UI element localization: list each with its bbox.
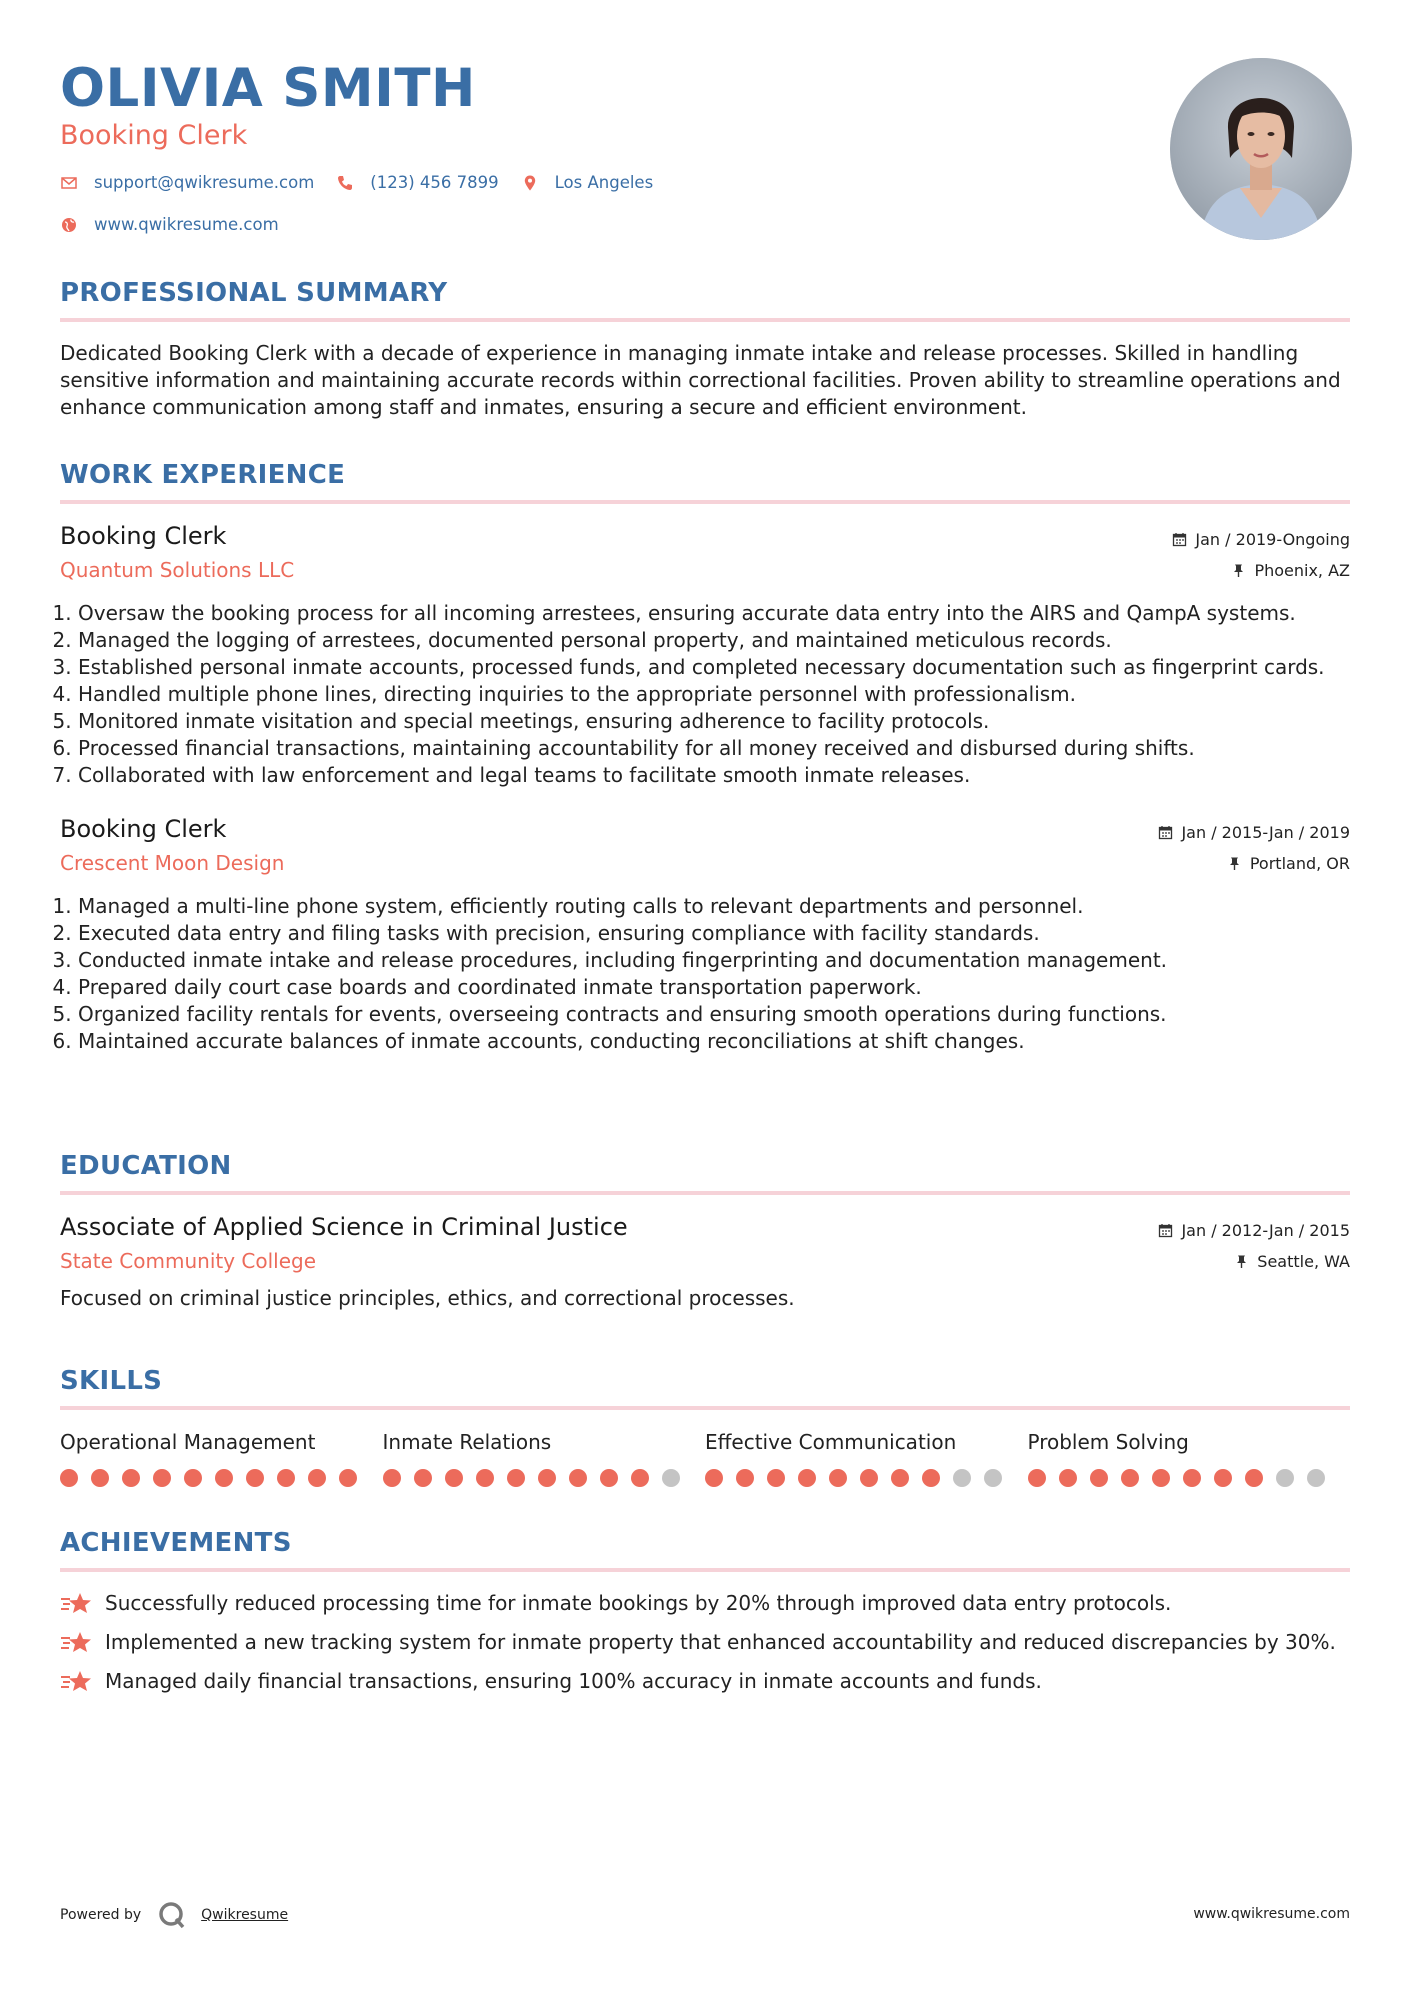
rating-dot-filled xyxy=(631,1469,649,1487)
rating-dot-filled xyxy=(153,1469,171,1487)
job-duties xyxy=(60,600,1350,789)
rating-dot-filled xyxy=(1090,1469,1108,1487)
education-dates-text: Jan / 2012-Jan / 2015 xyxy=(1181,1221,1350,1240)
star-icon xyxy=(60,1629,93,1656)
skills-list xyxy=(60,1430,1350,1487)
experience-heading: WORK EXPERIENCE xyxy=(60,460,346,490)
job-title: Booking Clerk xyxy=(60,815,227,843)
skill-name: Problem Solving xyxy=(1027,1430,1189,1454)
achievement-text: Successfully reduced processing time for inmate bookings by 20% through improved data entry protocols. xyxy=(105,1591,1172,1615)
rating-dot-filled xyxy=(215,1469,233,1487)
duty-item: 4. Prepared daily court case boards and coordinated inmate transportation paperwork. xyxy=(78,974,1350,1001)
rating-dot-empty xyxy=(1307,1469,1325,1487)
section-divider xyxy=(60,1568,1350,1572)
job-company: Quantum Solutions LLC xyxy=(60,558,295,582)
rating-dot-filled xyxy=(184,1469,202,1487)
rating-dot-filled xyxy=(767,1469,785,1487)
duty-item: 1. Managed a multi-line phone system, efficiently routing calls to relevant departments and personnel. xyxy=(78,893,1350,920)
rating-dot-filled xyxy=(736,1469,754,1487)
contact-location xyxy=(521,173,654,192)
rating-dot-filled xyxy=(414,1469,432,1487)
job-location-text: Portland, OR xyxy=(1249,854,1350,873)
skill-rating xyxy=(383,1469,706,1487)
rating-dot-filled xyxy=(891,1469,909,1487)
section-divider xyxy=(60,1406,1350,1410)
job-entry xyxy=(60,815,1350,1055)
duty-item: 5. Monitored inmate visitation and special meetings, ensuring adherence to facility protocols. xyxy=(78,708,1350,735)
skill-rating xyxy=(705,1469,1028,1487)
rating-dot-filled xyxy=(122,1469,140,1487)
duty-item: 7. Collaborated with law enforcement and legal teams to facilitate smooth inmate releases. xyxy=(78,762,1350,789)
resume-page xyxy=(60,0,1350,1990)
rating-dot-filled xyxy=(383,1469,401,1487)
contact-email[interactable] xyxy=(60,173,314,192)
degree-title: Associate of Applied Science in Criminal Justice xyxy=(60,1213,628,1241)
job-location xyxy=(1227,854,1350,873)
pushpin-icon xyxy=(1234,1254,1249,1269)
contact-row-website xyxy=(60,215,301,234)
skill-name: Inmate Relations xyxy=(382,1430,552,1454)
rating-dot-filled xyxy=(507,1469,525,1487)
rating-dot-filled xyxy=(1183,1469,1201,1487)
rating-dot-filled xyxy=(1245,1469,1263,1487)
job-entry xyxy=(60,522,1350,789)
job-dates xyxy=(1172,530,1350,549)
pushpin-icon xyxy=(1231,563,1246,578)
achievement-item xyxy=(60,1629,1350,1656)
achievements-list xyxy=(60,1590,1350,1695)
rating-dot-filled xyxy=(1121,1469,1139,1487)
rating-dot-empty xyxy=(953,1469,971,1487)
skills-heading: SKILLS xyxy=(60,1366,163,1396)
job-header xyxy=(60,522,1350,590)
globe-icon xyxy=(60,216,78,234)
rating-dot-filled xyxy=(60,1469,78,1487)
achievement-item xyxy=(60,1668,1350,1695)
calendar-icon xyxy=(1158,825,1173,840)
education-location-text: Seattle, WA xyxy=(1257,1252,1350,1271)
rating-dot-filled xyxy=(860,1469,878,1487)
skill-rating xyxy=(1028,1469,1351,1487)
duty-item: 3. Conducted inmate intake and release procedures, including fingerprinting and documentation management. xyxy=(78,947,1350,974)
rating-dot-empty xyxy=(662,1469,680,1487)
rating-dot-filled xyxy=(476,1469,494,1487)
profile-photo xyxy=(1170,58,1352,240)
summary-heading: PROFESSIONAL SUMMARY xyxy=(60,278,448,308)
rating-dot-empty xyxy=(1276,1469,1294,1487)
job-dates xyxy=(1158,823,1350,842)
portrait-image xyxy=(1170,58,1352,240)
job-duties xyxy=(60,893,1350,1055)
rating-dot-filled xyxy=(538,1469,556,1487)
rating-dot-empty xyxy=(984,1469,1002,1487)
qwikresume-logo-icon xyxy=(157,1900,187,1930)
rating-dot-filled xyxy=(339,1469,357,1487)
website-text: www.qwikresume.com xyxy=(94,215,279,234)
job-dates-text: Jan / 2019-Ongoing xyxy=(1195,530,1350,549)
duty-item: 1. Oversaw the booking process for all incoming arrestees, ensuring accurate data entry into the AIRS and QampA systems. xyxy=(78,600,1350,627)
rating-dot-filled xyxy=(705,1469,723,1487)
contact-phone[interactable] xyxy=(336,173,498,192)
rating-dot-filled xyxy=(246,1469,264,1487)
duty-item: 5. Organized facility rentals for events, overseeing contracts and ensuring smooth operations during functions. xyxy=(78,1001,1350,1028)
skill-item xyxy=(705,1430,1028,1487)
achievement-text: Implemented a new tracking system for inmate property that enhanced accountability and reduced discrepancies by 30%. xyxy=(105,1630,1336,1654)
duty-item: 2. Executed data entry and filing tasks with precision, ensuring compliance with facility standards. xyxy=(78,920,1350,947)
job-dates-text: Jan / 2015-Jan / 2019 xyxy=(1181,823,1350,842)
footer-powered-by xyxy=(60,1900,288,1930)
duty-item: 3. Established personal inmate accounts, processed funds, and completed necessary documentation such as fingerprint cards. xyxy=(78,654,1350,681)
school-name: State Community College xyxy=(60,1249,317,1273)
job-title: Booking Clerk xyxy=(60,522,227,550)
achievement-item xyxy=(60,1590,1350,1617)
location-text: Los Angeles xyxy=(554,173,654,192)
job-header xyxy=(60,815,1350,883)
star-icon xyxy=(60,1590,93,1617)
job-company: Crescent Moon Design xyxy=(60,851,285,875)
contact-website[interactable] xyxy=(60,215,279,234)
map-pin-icon xyxy=(521,174,539,192)
skill-item xyxy=(60,1430,383,1487)
education-description: Focused on criminal justice principles, ethics, and correctional processes. xyxy=(60,1286,795,1310)
rating-dot-filled xyxy=(829,1469,847,1487)
rating-dot-filled xyxy=(308,1469,326,1487)
rating-dot-filled xyxy=(1028,1469,1046,1487)
education-heading: EDUCATION xyxy=(60,1151,232,1181)
skills-section xyxy=(60,1366,1350,1487)
envelope-icon xyxy=(60,174,78,192)
skill-rating xyxy=(60,1469,383,1487)
section-divider xyxy=(60,318,1350,322)
rating-dot-filled xyxy=(1152,1469,1170,1487)
education-location xyxy=(1234,1252,1350,1271)
rating-dot-filled xyxy=(1059,1469,1077,1487)
job-location-text: Phoenix, AZ xyxy=(1254,561,1350,580)
achievements-section xyxy=(60,1528,1350,1707)
job-location xyxy=(1231,561,1350,580)
calendar-icon xyxy=(1172,532,1187,547)
rating-dot-filled xyxy=(922,1469,940,1487)
footer-url[interactable]: www.qwikresume.com xyxy=(1193,1906,1350,1922)
education-header xyxy=(60,1213,1350,1281)
achievements-heading: ACHIEVEMENTS xyxy=(60,1528,292,1558)
phone-icon xyxy=(336,174,354,192)
duty-item: 6. Processed financial transactions, maintaining accountability for all money received and disbursed during shifts. xyxy=(78,735,1350,762)
phone-text: (123) 456 7899 xyxy=(370,173,499,192)
skill-name: Operational Management xyxy=(60,1430,316,1454)
powered-by-label: Powered by xyxy=(60,1907,142,1923)
rating-dot-filled xyxy=(569,1469,587,1487)
education-dates xyxy=(1158,1221,1350,1240)
candidate-title: Booking Clerk xyxy=(60,120,248,151)
skill-item xyxy=(383,1430,706,1487)
rating-dot-filled xyxy=(798,1469,816,1487)
duty-item: 2. Managed the logging of arrestees, documented personal property, and maintained meticulous records. xyxy=(78,627,1350,654)
star-icon xyxy=(60,1668,93,1695)
contact-row xyxy=(60,173,675,192)
duty-item: 6. Maintained accurate balances of inmate accounts, conducting reconciliations at shift changes. xyxy=(78,1028,1350,1055)
rating-dot-filled xyxy=(1214,1469,1232,1487)
candidate-name: OLIVIA SMITH xyxy=(60,58,476,119)
brand-link[interactable]: Qwikresume xyxy=(201,1907,289,1923)
duty-item: 4. Handled multiple phone lines, directing inquiries to the appropriate personnel with professionalism. xyxy=(78,681,1350,708)
summary-section xyxy=(60,278,1350,421)
skill-item xyxy=(1028,1430,1351,1487)
section-divider xyxy=(60,500,1350,504)
rating-dot-filled xyxy=(445,1469,463,1487)
section-divider xyxy=(60,1191,1350,1195)
pushpin-icon xyxy=(1227,856,1242,871)
rating-dot-filled xyxy=(277,1469,295,1487)
rating-dot-filled xyxy=(91,1469,109,1487)
education-section xyxy=(60,1151,1350,1312)
rating-dot-filled xyxy=(600,1469,618,1487)
experience-section xyxy=(60,460,1350,1055)
summary-text: Dedicated Booking Clerk with a decade of experience in managing inmate intake and release processes. Skilled in handling sensitive information and maintaining accurate records within correctional facilities. Proven ability to streamline operations and enhance communication among staff and inmates, ensuring a secure and efficient environment. xyxy=(60,341,1341,419)
calendar-icon xyxy=(1158,1223,1173,1238)
skill-name: Effective Communication xyxy=(705,1430,957,1454)
email-text: support@qwikresume.com xyxy=(94,173,315,192)
achievement-text: Managed daily financial transactions, ensuring 100% accuracy in inmate accounts and funds. xyxy=(105,1669,1042,1693)
